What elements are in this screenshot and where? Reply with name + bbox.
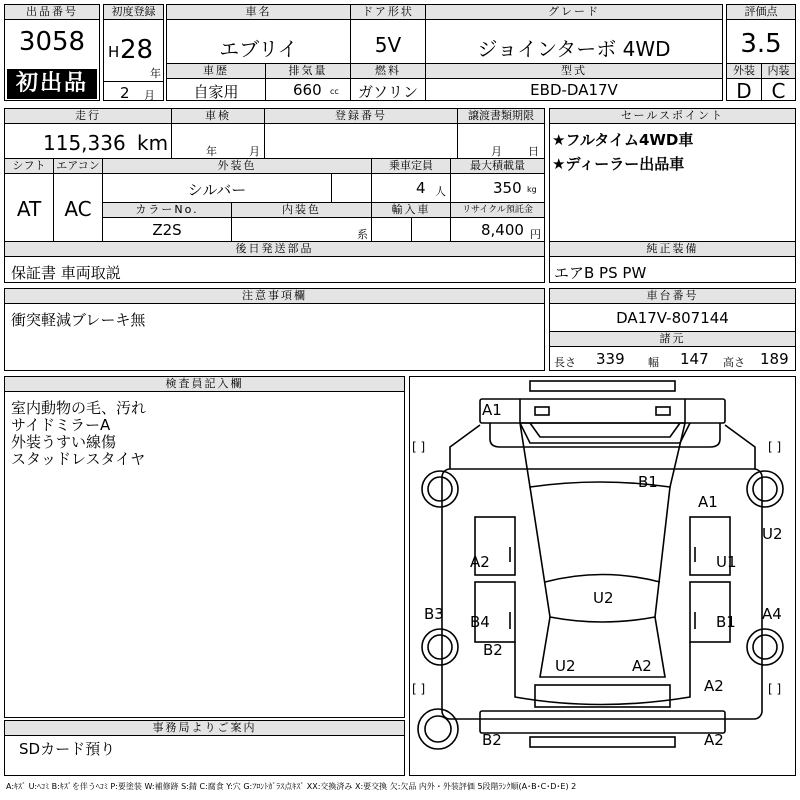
model-label: 型式 xyxy=(426,64,722,79)
inspector-line-4: スタッドレスタイヤ xyxy=(11,450,146,468)
capacity-value: 4 xyxy=(416,179,426,197)
bracket-left-top: [ ] xyxy=(412,440,426,454)
max-load-unit: kg xyxy=(527,185,537,194)
first-reg-year: 28 xyxy=(120,35,154,65)
lot-number: 3058 xyxy=(18,27,86,57)
mark-a1-top: A1 xyxy=(482,401,502,419)
int-value: C xyxy=(771,79,786,103)
inspector-line-3: 外装うすい線傷 xyxy=(11,433,117,451)
mark-u2-center: U2 xyxy=(593,589,614,607)
width-label: 幅 xyxy=(648,356,659,369)
transfer-day-unit: 日 xyxy=(528,145,539,158)
sales-label: セールスポイント xyxy=(550,109,795,124)
first-reg-label: 初度登録 xyxy=(104,5,163,20)
inspector-box xyxy=(4,376,405,718)
bracket-right-bottom: [ ] xyxy=(768,682,782,696)
first-reg-box xyxy=(103,4,164,101)
length-value: 339 xyxy=(596,350,625,368)
mark-a2-left: A2 xyxy=(470,553,490,571)
inspection-label: 車検 xyxy=(172,109,264,124)
mark-u2-right: U2 xyxy=(762,525,783,543)
displacement-value: 660 xyxy=(293,81,322,99)
ext-label: 外装 xyxy=(727,64,761,79)
ext-color-label: 外装色 xyxy=(103,159,371,174)
mileage-value: 115,336 xyxy=(43,131,126,155)
recycle-unit: 円 xyxy=(530,228,541,241)
transfer-month-unit: 月 xyxy=(491,145,502,158)
chassis-label: 車台番号 xyxy=(550,289,795,304)
int-color-suffix: 系 xyxy=(357,228,368,241)
mark-b4: B4 xyxy=(470,613,490,631)
office-value: SDカード預り xyxy=(19,740,116,758)
car-name-value: エブリイ xyxy=(219,37,298,61)
mileage-unit: km xyxy=(137,131,169,155)
mark-b1-right: B1 xyxy=(716,613,736,631)
first-reg-month: 2 xyxy=(120,84,130,102)
mark-a2-right: A2 xyxy=(704,677,724,695)
notes-box xyxy=(4,288,545,371)
int-label: 内装 xyxy=(762,64,795,79)
history-value: 自家用 xyxy=(193,83,239,101)
inspector-label: 検査員記入欄 xyxy=(5,377,404,392)
first-reg-year-unit: 年 xyxy=(150,67,161,80)
mark-a2-bottom: A2 xyxy=(704,731,724,749)
mark-b3: B3 xyxy=(424,605,444,623)
lot-label: 出品番号 xyxy=(5,5,99,20)
chassis-box xyxy=(549,288,796,371)
fuel-value: ガソリン xyxy=(357,83,418,101)
notes-value: 衝突軽減ブレーキ無 xyxy=(11,311,146,329)
first-listing-badge: 初出品 xyxy=(7,69,97,99)
grade-value: ジョインターボ 4WD xyxy=(477,37,671,61)
damage-legend: A:ｷｽﾞ U:ﾍｺﾐ B:ｷｽﾞを伴うﾍｺﾐ P:要塗装 W:補修跡 S:錆 C:腐食 Y:穴 G:ﾌﾛﾝﾄｶﾞﾗｽ点ｷｽﾞ XX:交換済み X:要交換 欠:欠品 内外・外装評価 5段階ﾗﾝｸ順(A･B･C･D･E) 2 xyxy=(6,782,577,791)
inspection-year-unit: 年 xyxy=(206,145,217,158)
details-box xyxy=(4,108,545,283)
grade-label: グレード xyxy=(426,5,722,20)
capacity-unit: 人 xyxy=(435,185,446,198)
transfer-label: 譲渡書類期限 xyxy=(458,109,544,124)
notes-label: 注意事項欄 xyxy=(5,289,544,304)
recycle-value: 8,400 xyxy=(481,221,524,239)
color-no-label: カラーNo. xyxy=(103,203,231,218)
mark-a4: A4 xyxy=(762,605,782,623)
sales-box xyxy=(549,108,796,283)
mark-a2-low: A2 xyxy=(632,657,652,675)
reg-number-label: 登録番号 xyxy=(265,109,457,124)
aircon-label: エアコン xyxy=(54,159,102,174)
displacement-label: 排気量 xyxy=(266,64,350,79)
inspector-line-1: 室内動物の毛、汚れ xyxy=(11,399,147,417)
mark-u1: U1 xyxy=(716,553,737,571)
length-label: 長さ xyxy=(554,356,576,369)
import-label: 輸入車 xyxy=(372,203,450,218)
mark-u2-low: U2 xyxy=(555,657,576,675)
door-label: ドア形状 xyxy=(351,5,425,20)
color-no-value: Z2S xyxy=(152,221,182,239)
first-reg-era: H xyxy=(108,43,120,61)
later-parts-label: 後日発送部品 xyxy=(5,242,544,257)
equipment-label: 純正装備 xyxy=(550,242,795,257)
int-color-label: 内装色 xyxy=(232,203,371,218)
lot-box xyxy=(4,4,100,101)
width-value: 147 xyxy=(680,350,709,368)
bracket-left-bottom: [ ] xyxy=(412,682,426,696)
mark-b2-left: B2 xyxy=(483,641,503,659)
equipment-value: エアB PS PW xyxy=(554,264,647,282)
history-label: 車歴 xyxy=(167,64,265,79)
displacement-unit: cc xyxy=(330,87,339,96)
shift-label: シフト xyxy=(5,159,53,174)
bracket-right-top: [ ] xyxy=(768,440,782,454)
sales-item-2: ★ディーラー出品車 xyxy=(552,155,685,173)
mark-a1-right: A1 xyxy=(698,493,718,511)
score-value: 3.5 xyxy=(740,29,782,59)
inspection-month-unit: 月 xyxy=(249,145,260,158)
mark-b1: B1 xyxy=(638,473,658,491)
inspector-line-2: サイドミラーA xyxy=(11,416,111,434)
fuel-label: 燃料 xyxy=(351,64,425,79)
recycle-label: リサイクル預託金 xyxy=(451,203,544,218)
max-load-label: 最大積載量 xyxy=(451,159,544,174)
sales-item-1: ★フルタイム4WD車 xyxy=(552,131,694,149)
height-label: 高さ xyxy=(723,356,745,369)
shift-value: AT xyxy=(16,197,42,221)
office-box xyxy=(4,720,405,776)
chassis-value: DA17V-807144 xyxy=(616,309,729,327)
car-name-label: 車名 xyxy=(167,5,350,20)
later-parts-value: 保証書 車両取説 xyxy=(11,264,121,282)
car-diagram-box xyxy=(409,376,796,776)
car-diagram xyxy=(410,377,795,775)
max-load-value: 350 xyxy=(493,179,522,197)
first-reg-month-unit: 月 xyxy=(144,89,155,102)
aircon-value: AC xyxy=(64,197,92,221)
ext-value: D xyxy=(736,79,752,103)
door-value: 5V xyxy=(374,33,402,57)
score-box xyxy=(726,4,796,101)
main-info-box xyxy=(166,4,723,101)
ext-color-value: シルバー xyxy=(187,181,247,199)
dims-label: 諸元 xyxy=(550,332,795,347)
mark-b2-bottom: B2 xyxy=(482,731,502,749)
capacity-label: 乗車定員 xyxy=(372,159,450,174)
office-label: 事務局よりご案内 xyxy=(5,721,404,736)
score-label: 評価点 xyxy=(727,5,795,20)
mileage-label: 走行 xyxy=(5,109,171,124)
height-value: 189 xyxy=(760,350,789,368)
model-value: EBD-DA17V xyxy=(530,81,618,99)
